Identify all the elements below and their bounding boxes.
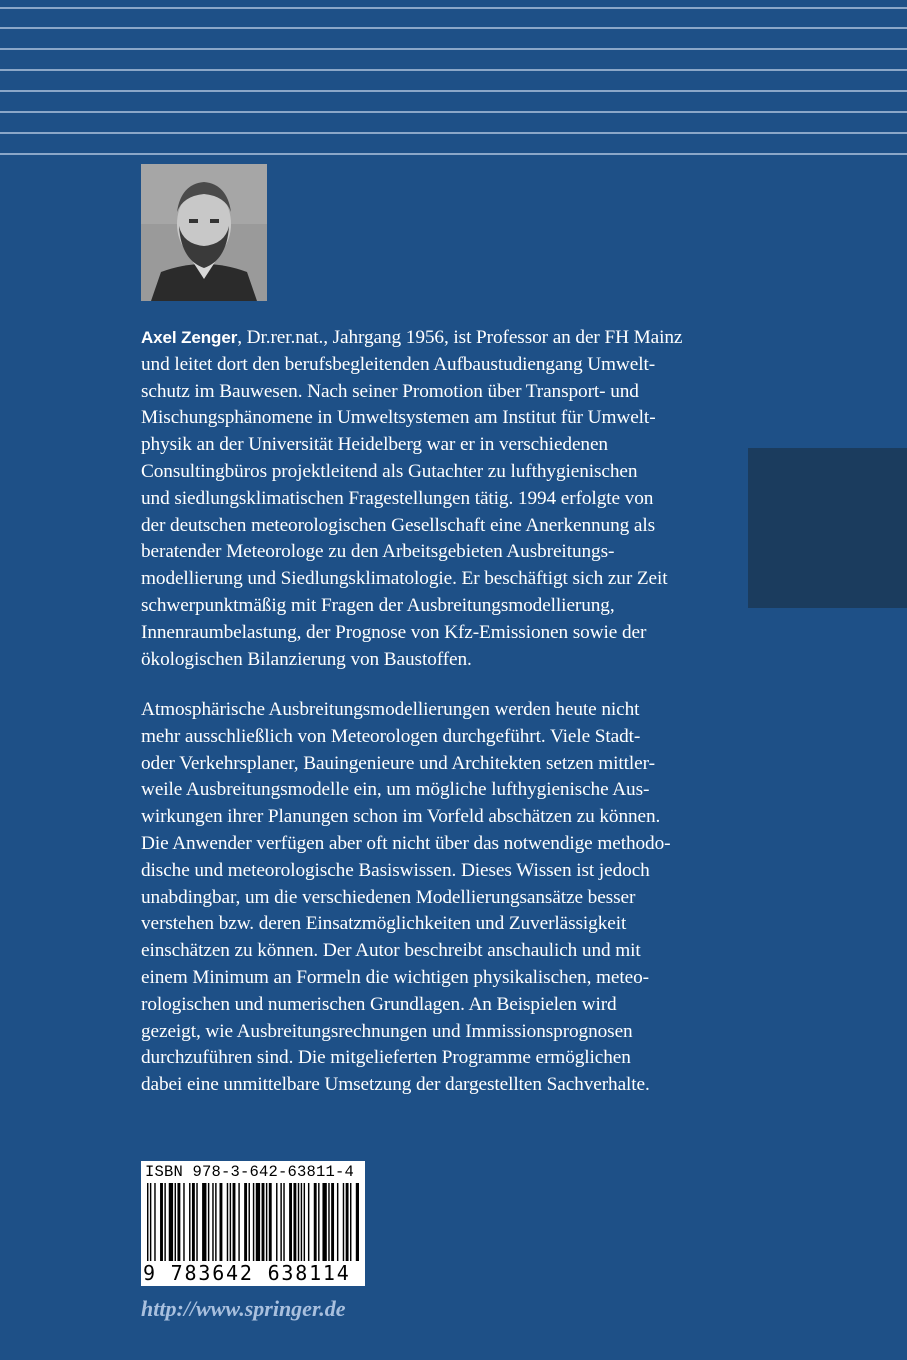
publisher-url[interactable]: http://www.springer.de [141, 1296, 346, 1321]
spine-tab [748, 448, 907, 608]
barcode-bar [298, 1183, 299, 1261]
author-portrait [141, 164, 267, 301]
isbn-barcode [141, 1161, 365, 1286]
barcode-bar [293, 1183, 296, 1261]
barcode-bar [220, 1183, 223, 1261]
barcode-bar [249, 1183, 250, 1261]
stripe [0, 7, 907, 9]
bio-line: physik an der Universität Heidelberg war er in verschiedenen [141, 434, 608, 456]
bio-line: modellierung und Siedlungsklimatologie. Er beschäftigt sich zur Zeit [141, 568, 668, 590]
barcode-bar [331, 1183, 334, 1261]
author-bio [141, 325, 761, 673]
barcode-bar [253, 1183, 254, 1261]
stripe [0, 132, 907, 134]
barcode-bar [233, 1183, 236, 1261]
barcode-bar [350, 1183, 351, 1261]
description-line: Die Anwender verfügen aber oft nicht über das notwendige methodo- [141, 832, 671, 854]
barcode-bar [304, 1183, 305, 1261]
barcode-bars [147, 1183, 359, 1261]
stripe [0, 27, 907, 29]
barcode-bar [169, 1183, 173, 1261]
stripe [0, 69, 907, 71]
bio-line: und siedlungsklimatischen Fragestellungen tätig. 1994 erfolgte von [141, 487, 654, 509]
description-line: verstehen bzw. deren Einsatzmöglichkeiten und Zuverlässigkeit [141, 913, 627, 935]
bio-line: ökologischen Bilanzierung von Baustoffen. [141, 648, 472, 670]
description-line: durchzuführen sind. Die mitgelieferten Programme ermöglichen [141, 1047, 631, 1069]
author-name: Axel Zenger [141, 328, 238, 347]
barcode-bar [328, 1183, 329, 1261]
barcode-bar [177, 1183, 180, 1261]
barcode-bar [343, 1183, 344, 1261]
barcode-bar [269, 1183, 272, 1261]
isbn-label: ISBN 978-3-642-63811-4 [145, 1163, 355, 1181]
bio-line: der deutschen meteorologischen Gesellschaft eine Anerkennung als [141, 514, 656, 536]
description-line: einschätzen zu können. Der Autor beschreibt anschaulich und mit [141, 940, 641, 962]
barcode-bar [227, 1183, 228, 1261]
stripe [0, 48, 907, 50]
barcode-bar [356, 1183, 359, 1261]
barcode-bar [238, 1183, 239, 1261]
barcode-bar [160, 1183, 163, 1261]
barcode-bar [280, 1183, 281, 1261]
description-line: gezeigt, wie Ausbreitungsrechnungen und Immissionsprognosen [141, 1020, 633, 1042]
bio-first-line-rest: , Dr.rer.nat., Jahrgang 1956, ist Professor an der FH Mainz [237, 327, 683, 348]
barcode-bar [208, 1183, 209, 1261]
barcode-bar [202, 1183, 206, 1261]
barcode-bar [196, 1183, 197, 1261]
description-line: dische und meteorologische Basiswissen. Dieses Wissen ist jedoch [141, 859, 650, 881]
stripe [0, 153, 907, 155]
bio-line: schwerpunktmäßig mit Fragen der Ausbreitungsmodellierung, [141, 594, 615, 616]
barcode-bar [164, 1183, 165, 1261]
barcode-bar [192, 1183, 195, 1261]
barcode-bar [276, 1183, 277, 1261]
barcode-bar [301, 1183, 302, 1261]
bio-first-line [141, 325, 761, 352]
description-line: unabdingbar, um die verschiedenen Modellierungsansätze besser [141, 886, 636, 908]
header-stripes [0, 0, 907, 160]
description-line: rologischen und numerischen Grundlagen. An Beispielen wird [141, 993, 617, 1015]
barcode-bar [230, 1183, 231, 1261]
barcode-bar [322, 1183, 326, 1261]
barcode-bar [283, 1183, 284, 1261]
barcode-bar [150, 1183, 151, 1261]
bio-line: und leitet dort den berufsbegleitenden Aufbaustudiengang Umwelt- [141, 353, 656, 375]
barcode-bar [189, 1183, 190, 1261]
barcode-bar [175, 1183, 176, 1261]
bio-line: Mischungsphänomene in Umweltsystemen am Institut für Umwelt- [141, 407, 656, 429]
bio-line: beratender Meteorologe zu den Arbeitsgebieten Ausbreitungs- [141, 541, 615, 563]
barcode-bar [314, 1183, 317, 1261]
barcode-bar [308, 1183, 309, 1261]
stripe [0, 90, 907, 92]
barcode-bar [266, 1183, 267, 1261]
bio-line: Innenraumbelastung, der Prognose von Kfz-Emissionen sowie der [141, 621, 647, 643]
description-line: oder Verkehrsplaner, Bauingenieure und Architekten setzen mittler- [141, 752, 655, 774]
barcode-bar [289, 1183, 292, 1261]
description-line: wirkungen ihrer Planungen schon im Vorfeld abschätzen zu können. [141, 806, 661, 828]
bio-line: schutz im Bauwesen. Nach seiner Promotion über Transport- und [141, 380, 639, 402]
description-line: weile Ausbreitungsmodelle ein, um mögliche lufthygienische Aus- [141, 779, 650, 801]
ean-digits: 9 783642 638114 [143, 1261, 351, 1285]
barcode-bar [212, 1183, 213, 1261]
barcode-bar [244, 1183, 247, 1261]
book-description [141, 697, 761, 1099]
barcode-bar [147, 1183, 148, 1261]
bio-line: Consultingbüros projektleitend als Gutachter zu lufthygienischen [141, 460, 638, 482]
barcode-bar [346, 1183, 349, 1261]
description-line: Atmosphärische Ausbreitungsmodellierungen werden heute nicht [141, 699, 640, 720]
barcode-bar [262, 1183, 265, 1261]
description-line: mehr ausschließlich von Meteorologen durchgeführt. Viele Stadt- [141, 725, 641, 747]
barcode-bar [215, 1183, 216, 1261]
barcode-bar [183, 1183, 184, 1261]
barcode-bar [154, 1183, 155, 1261]
description-line: dabei eine unmittelbare Umsetzung der dargestellten Sachverhalte. [141, 1074, 650, 1096]
barcode-bar [337, 1183, 338, 1261]
barcode-bar [318, 1183, 319, 1261]
stripe [0, 111, 907, 113]
barcode-bar [256, 1183, 260, 1261]
description-line: einem Minimum an Formeln die wichtigen physikalischen, meteo- [141, 966, 649, 988]
